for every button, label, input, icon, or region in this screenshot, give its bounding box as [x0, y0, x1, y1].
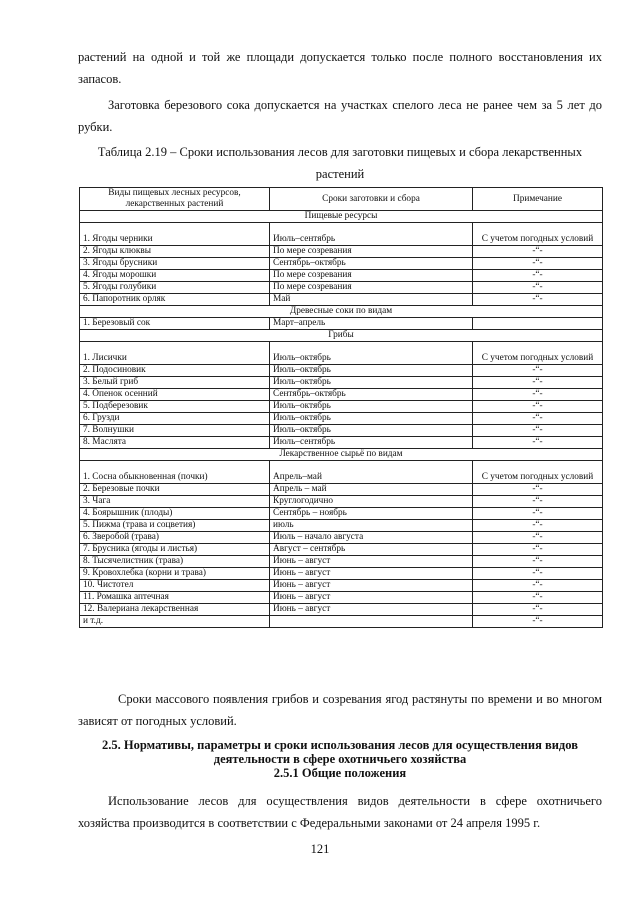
resource-name-cell: 8. Маслята: [80, 437, 270, 449]
table-row: [80, 556, 603, 568]
table-row: [80, 604, 603, 616]
note-cell: -“-: [473, 425, 603, 437]
resource-name-cell: и т.д.: [80, 616, 270, 628]
harvest-term-cell: Апрель–май: [270, 461, 473, 484]
harvest-term-cell: Июнь – август: [270, 580, 473, 592]
harvest-term-cell: Сентябрь – ноябрь: [270, 508, 473, 520]
note-cell: -“-: [473, 258, 603, 270]
note-cell: С учетом погодных условий: [473, 461, 603, 484]
resource-name-cell: 8. Тысячелистник (трава): [80, 556, 270, 568]
table-row: [80, 223, 603, 246]
table-row: [80, 342, 603, 365]
resource-name-cell: 1. Лисички: [80, 342, 270, 365]
harvest-term-cell: Сентябрь–октябрь: [270, 389, 473, 401]
harvest-term-cell: Июнь – август: [270, 592, 473, 604]
section-body-paragraph: Использование лесов для осуществления видов деятельности в сфере охотничьего хозяйства производится в соответствии с Федеральными законами от 24 апреля 1995 г.: [78, 794, 602, 830]
table-row: [80, 270, 603, 282]
resource-name-cell: 4. Боярышник (плоды): [80, 508, 270, 520]
table-header-row: [80, 188, 603, 211]
resource-name-cell: 11. Ромашка аптечная: [80, 592, 270, 604]
resource-name-cell: 3. Чага: [80, 496, 270, 508]
table-row: [80, 532, 603, 544]
note-cell: -“-: [473, 544, 603, 556]
note-cell: -“-: [473, 592, 603, 604]
resource-name-cell: 1. Ягоды черники: [80, 223, 270, 246]
table-row: [80, 413, 603, 425]
table-row: [80, 425, 603, 437]
harvest-term-cell: Июль–октябрь: [270, 425, 473, 437]
harvest-term-cell: [270, 616, 473, 628]
header-harvest-terms: Сроки заготовки и сбора: [270, 188, 473, 211]
subsection-heading: 2.5.1 Общие положения: [273, 766, 407, 780]
note-cell: -“-: [473, 508, 603, 520]
resource-name-cell: 3. Белый гриб: [80, 377, 270, 389]
note-cell: [473, 318, 603, 330]
harvest-term-cell: Июнь – август: [270, 568, 473, 580]
table-body: [80, 211, 603, 628]
harvest-term-cell: Март–апрель: [270, 318, 473, 330]
section-heading-text: 2.5. Нормативы, параметры и сроки использования лесов для осуществления видов деятельности в сфере охотничьего хозяйства: [102, 738, 578, 766]
resource-name-cell: 1. Березовый сок: [80, 318, 270, 330]
table-row: [80, 461, 603, 484]
resource-name-cell: 2. Березовые почки: [80, 484, 270, 496]
resource-name-cell: 6. Зверобой (трава): [80, 532, 270, 544]
section-row: [80, 211, 603, 223]
harvest-term-cell: Июль–октябрь: [270, 377, 473, 389]
resource-name-cell: 7. Волнушки: [80, 425, 270, 437]
resource-name-cell: 6. Грузди: [80, 413, 270, 425]
section-row: [80, 449, 603, 461]
table-row: [80, 258, 603, 270]
harvest-term-cell: Круглогодично: [270, 496, 473, 508]
resource-name-cell: 4. Ягоды морошки: [80, 270, 270, 282]
table-row: [80, 246, 603, 258]
table-row: [80, 580, 603, 592]
note-cell: -“-: [473, 520, 603, 532]
note-cell: -“-: [473, 401, 603, 413]
intro-paragraph-2: Заготовка березового сока допускается на участках спелого леса не ранее чем за 5 лет до рубки.: [78, 98, 602, 134]
note-cell: -“-: [473, 496, 603, 508]
harvest-term-cell: Июль–октябрь: [270, 401, 473, 413]
harvest-term-cell: Июнь – август: [270, 556, 473, 568]
table-row: [80, 592, 603, 604]
harvest-term-cell: Апрель – май: [270, 484, 473, 496]
harvest-term-cell: По мере созревания: [270, 282, 473, 294]
harvest-term-cell: Май: [270, 294, 473, 306]
section-heading: [78, 738, 602, 766]
resource-name-cell: 2. Ягоды клюквы: [80, 246, 270, 258]
resource-name-cell: 7. Брусника (ягоды и листья): [80, 544, 270, 556]
note-cell: -“-: [473, 294, 603, 306]
table-row: [80, 508, 603, 520]
resource-name-cell: 9. Кровохлебка (корни и трава): [80, 568, 270, 580]
harvest-terms-table: [79, 187, 603, 628]
intro-paragraph-1: растений на одной и той же площади допускается только после полного восстановления их запасов.: [78, 50, 602, 86]
harvest-term-cell: Июль–сентябрь: [270, 437, 473, 449]
page-number: 121: [310, 842, 330, 856]
harvest-term-cell: Июнь – август: [270, 604, 473, 616]
table-row: [80, 401, 603, 413]
section-row: [80, 330, 603, 342]
resource-name-cell: 2. Подосиновик: [80, 365, 270, 377]
resource-name-cell: 6. Папоротник орляк: [80, 294, 270, 306]
header-note: Примечание: [473, 188, 603, 211]
note-cell: -“-: [473, 282, 603, 294]
note-cell: -“-: [473, 413, 603, 425]
harvest-term-cell: Август – сентябрь: [270, 544, 473, 556]
section-title: Грибы: [80, 330, 603, 342]
resource-name-cell: 1. Сосна обыкновенная (почки): [80, 461, 270, 484]
resource-name-cell: 3. Ягоды брусники: [80, 258, 270, 270]
harvest-term-cell: Июль – начало августа: [270, 532, 473, 544]
resource-name-cell: 12. Валериана лекарственная: [80, 604, 270, 616]
note-cell: -“-: [473, 437, 603, 449]
table-row: [80, 365, 603, 377]
table-row: [80, 437, 603, 449]
table-row: [80, 377, 603, 389]
note-cell: -“-: [473, 616, 603, 628]
section-title: Древесные соки по видам: [80, 306, 603, 318]
note-cell: -“-: [473, 365, 603, 377]
harvest-term-cell: Июль–октябрь: [270, 365, 473, 377]
resource-name-cell: 5. Пижма (трава и соцветия): [80, 520, 270, 532]
section-row: [80, 306, 603, 318]
harvest-term-cell: Сентябрь–октябрь: [270, 258, 473, 270]
table-caption: [78, 141, 602, 185]
table-row: [80, 496, 603, 508]
table-row: [80, 389, 603, 401]
table-row: [80, 282, 603, 294]
resource-name-cell: 5. Ягоды голубики: [80, 282, 270, 294]
note-cell: -“-: [473, 556, 603, 568]
table-row: [80, 544, 603, 556]
table-caption-line1: Таблица 2.19 – Сроки использования лесов для заготовки пищевых и сбора лекарственных: [97, 145, 583, 159]
section-title: Лекарственное сырьё по видам: [80, 449, 603, 461]
note-cell: -“-: [473, 246, 603, 258]
note-cell: -“-: [473, 484, 603, 496]
table-caption-line2: растений: [315, 167, 365, 181]
table-row: [80, 484, 603, 496]
harvest-term-cell: По мере созревания: [270, 246, 473, 258]
note-cell: С учетом погодных условий: [473, 223, 603, 246]
harvest-term-cell: Июль–сентябрь: [270, 223, 473, 246]
table-row: [80, 520, 603, 532]
harvest-term-cell: По мере созревания: [270, 270, 473, 282]
note-cell: -“-: [473, 270, 603, 282]
note-cell: -“-: [473, 580, 603, 592]
section-title: Пищевые ресурсы: [80, 211, 603, 223]
note-cell: -“-: [473, 377, 603, 389]
note-cell: -“-: [473, 604, 603, 616]
note-cell: -“-: [473, 568, 603, 580]
header-resource-type: Виды пищевых лесных ресурсов, лекарственных растений: [80, 188, 270, 211]
harvest-term-cell: Июль–октябрь: [270, 413, 473, 425]
table-row: [80, 318, 603, 330]
resource-name-cell: 4. Опенок осенний: [80, 389, 270, 401]
table-row: [80, 616, 603, 628]
resource-name-cell: 10. Чистотел: [80, 580, 270, 592]
table-row: [80, 294, 603, 306]
table-row: [80, 568, 603, 580]
harvest-term-cell: июль: [270, 520, 473, 532]
note-cell: -“-: [473, 532, 603, 544]
note-cell: -“-: [473, 389, 603, 401]
resource-name-cell: 5. Подберезовик: [80, 401, 270, 413]
after-table-paragraph: Сроки массового появления грибов и созревания ягод растянуты по времени и во многом зависят от погодных условий.: [78, 692, 602, 728]
note-cell: С учетом погодных условий: [473, 342, 603, 365]
harvest-term-cell: Июль–октябрь: [270, 342, 473, 365]
